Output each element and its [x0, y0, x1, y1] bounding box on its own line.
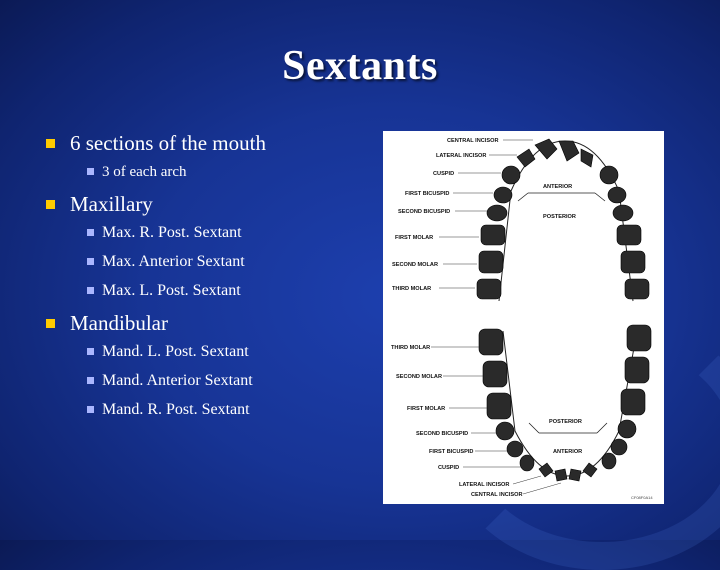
square-bullet-icon — [87, 377, 94, 384]
upper-central-incisor-left — [535, 139, 557, 159]
sub-bullet-text: Mand. R. Post. Sextant — [102, 401, 250, 418]
sub-bullet-text: Max. L. Post. Sextant — [102, 282, 241, 299]
sub-bullet-text: 3 of each arch — [102, 164, 187, 180]
sub-bullet — [44, 162, 374, 182]
square-bullet-icon — [46, 200, 55, 209]
square-bullet-icon — [46, 139, 55, 148]
figure-code: CF08F0A14 — [631, 495, 653, 500]
upper-first-molar-right — [617, 225, 641, 245]
square-bullet-icon — [87, 229, 94, 236]
lower-first-molar-left — [487, 393, 511, 419]
upper-posterior-label: POSTERIOR — [543, 214, 576, 220]
lower-first-bicuspid-right — [611, 439, 627, 455]
upper-first-molar-label: FIRST MOLAR — [395, 235, 434, 241]
upper-second-bicuspid-right — [613, 205, 633, 221]
upper-central-incisor-right — [559, 141, 579, 161]
upper-first-bicuspid-right — [608, 187, 626, 203]
lower-cuspid-label: CUSPID — [438, 465, 460, 471]
sub-bullet-text: Max. R. Post. Sextant — [102, 224, 242, 241]
lower-first-bicuspid-label: FIRST BICUSPID — [429, 449, 474, 455]
upper-second-bicuspid-label: SECOND BICUSPID — [398, 209, 451, 215]
bullet-mandibular — [44, 310, 374, 336]
upper-cuspid-right — [600, 166, 618, 184]
lower-anterior-label: ANTERIOR — [553, 449, 583, 455]
lower-second-molar-label: SECOND MOLAR — [396, 374, 442, 380]
sub-bullet-text: Mand. Anterior Sextant — [102, 372, 253, 389]
square-bullet-icon — [87, 348, 94, 355]
upper-second-molar-label: SECOND MOLAR — [392, 262, 438, 268]
bullet-text: Mandibular — [70, 311, 168, 335]
bullet-list — [44, 130, 374, 429]
upper-anterior-label: ANTERIOR — [543, 184, 573, 190]
slide-title: Sextants — [282, 43, 438, 89]
lower-second-bicuspid-label: SECOND BICUSPID — [416, 431, 469, 437]
lower-first-bicuspid-left — [507, 441, 523, 457]
lower-first-molar-label: FIRST MOLAR — [407, 406, 446, 412]
square-bullet-icon — [46, 319, 55, 328]
bullet-text: Maxillary — [70, 192, 153, 216]
lower-third-molar-right — [627, 325, 651, 351]
sub-bullet — [44, 281, 374, 301]
upper-lateral-incisor-left — [517, 149, 535, 167]
sub-bullet — [44, 252, 374, 272]
bullet-sections — [44, 130, 374, 156]
teeth-diagram-svg — [383, 131, 664, 504]
square-bullet-icon — [87, 168, 94, 175]
upper-cuspid-label: CUSPID — [433, 171, 455, 177]
upper-first-bicuspid-left — [494, 187, 512, 203]
upper-arch-outline — [499, 141, 633, 301]
upper-divider-left — [518, 193, 528, 201]
sub-bullet-text: Mand. L. Post. Sextant — [102, 343, 249, 360]
upper-second-bicuspid-left — [487, 205, 507, 221]
upper-second-molar-right — [621, 251, 645, 273]
lower-third-molar-label: THIRD MOLAR — [391, 345, 431, 351]
sub-bullet — [44, 223, 374, 243]
lower-cuspid-left — [520, 455, 534, 471]
bullet-text: 6 sections of the mouth — [70, 131, 266, 155]
lower-cuspid-right — [602, 453, 616, 469]
sub-bullet — [44, 400, 374, 420]
lower-lateral-incisor-left — [539, 463, 553, 477]
upper-central-incisor-label: CENTRAL INCISOR — [447, 138, 499, 144]
upper-lateral-incisor-label: LATERAL INCISOR — [436, 153, 487, 159]
sub-bullet-text: Max. Anterior Sextant — [102, 253, 245, 270]
bullet-maxillary — [44, 191, 374, 217]
lower-third-molar-left — [479, 329, 503, 355]
upper-divider-right — [595, 193, 605, 201]
lower-central-incisor-right — [569, 469, 581, 481]
upper-third-molar-right — [625, 279, 649, 299]
lower-central-incisor-left — [555, 469, 567, 481]
lower-lateral-incisor-label: LATERAL INCISOR — [459, 482, 510, 488]
square-bullet-icon — [87, 258, 94, 265]
lower-divider-right — [597, 423, 607, 433]
lower-second-molar-left — [483, 361, 507, 387]
upper-first-molar-left — [481, 225, 505, 245]
square-bullet-icon — [87, 406, 94, 413]
lower-divider-left — [529, 423, 539, 433]
lower-first-molar-right — [621, 389, 645, 415]
lower-second-molar-right — [625, 357, 649, 383]
upper-third-molar-left — [477, 279, 501, 299]
upper-first-bicuspid-label: FIRST BICUSPID — [405, 191, 450, 197]
lower-second-bicuspid-left — [496, 422, 514, 440]
upper-lateral-incisor-right — [581, 149, 593, 167]
upper-second-molar-left — [479, 251, 503, 273]
upper-cuspid-left — [502, 166, 520, 184]
square-bullet-icon — [87, 287, 94, 294]
teeth-diagram — [383, 131, 664, 504]
upper-third-molar-label: THIRD MOLAR — [392, 286, 432, 292]
sub-bullet — [44, 342, 374, 362]
lower-second-bicuspid-right — [618, 420, 636, 438]
lower-posterior-label: POSTERIOR — [549, 419, 582, 425]
lower-central-incisor-label: CENTRAL INCISOR — [471, 492, 523, 498]
sub-bullet — [44, 371, 374, 391]
